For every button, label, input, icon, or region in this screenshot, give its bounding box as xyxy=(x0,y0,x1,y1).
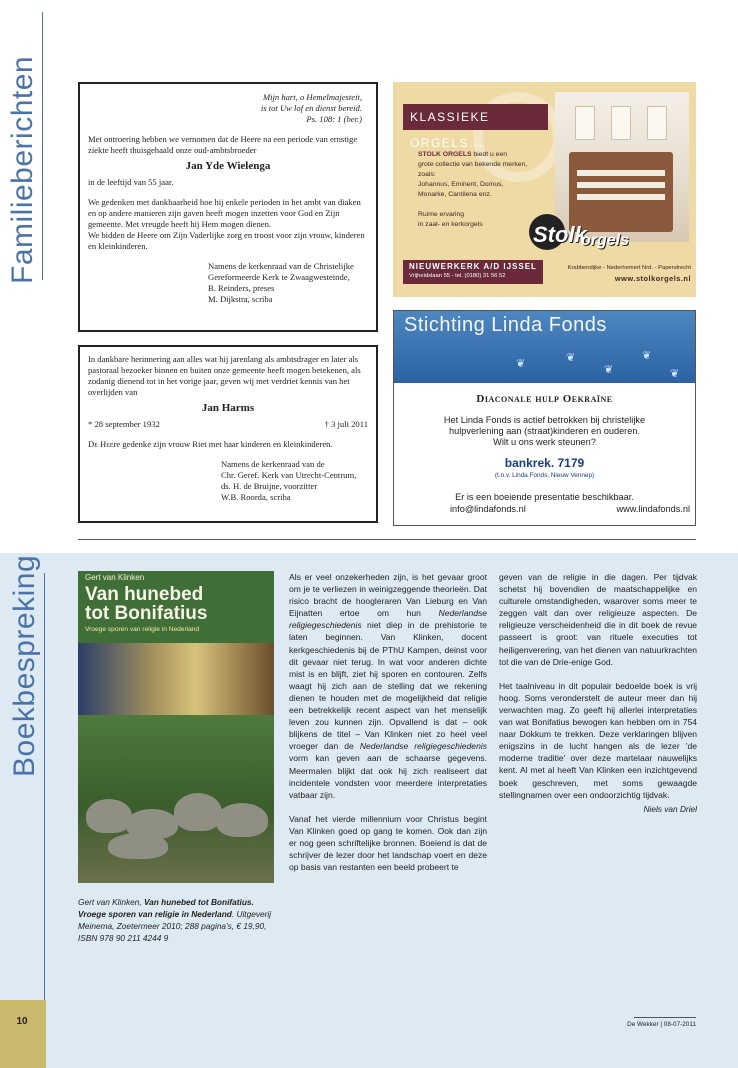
notice-intro: Met ontroering hebben we vernomen dat de Heere na een periode van ernstige ziekte heeft thuisgehaald onze oud-ambtsbroeder xyxy=(88,134,358,155)
notice-body: We gedenken met dankbaarheid hoe hij enkele perioden in het ambt van diaken en op andere manieren zijn gaven heeft mogen inzetten voor God en Zijn gemeente. Met vreugde heeft hij Hem mogen dienen. xyxy=(88,197,361,229)
footer-rule xyxy=(634,1017,696,1018)
ad-sky-header xyxy=(394,311,695,383)
hunebed-stone xyxy=(174,793,222,831)
book-caption: Gert van Klinken, Van hunebed tot Bonifatius. Vroege sporen van religie in Nederland. Uitgeverij Meinema, Zoetermeer 2010; 288 pagina's, € 19,90, ISBN 978 90 211 4244 9 xyxy=(78,897,272,943)
cover-subtitle: Vroege sporen van religie in Nederland xyxy=(85,626,200,633)
bank-account: bankrek. 7179 xyxy=(504,456,585,470)
website-link[interactable]: www.lindafonds.nl xyxy=(616,504,690,514)
ad-banner: KLASSIEKE ORGELS... xyxy=(403,104,548,130)
cover-author: Gert van Klinken xyxy=(85,573,145,582)
notice-body: De Heere gedenke zijn vrouw Riet met haar kinderen en kleinkinderen. xyxy=(88,439,333,449)
review-column-2 xyxy=(499,571,697,815)
psalm-verse: Mijn hart, o Hemelmajesteit, is tot Uw lof en dienst bereid. Ps. 108: 1 (ber.) xyxy=(260,92,362,124)
side-rule-bottom xyxy=(44,573,45,1005)
ad-address-bar: NIEUWERKERK A/D IJSSEL Vrijheidslaan 55 - tel. (0180) 31 56 52 xyxy=(403,260,543,284)
butterfly-icon: ❦ xyxy=(670,368,680,380)
page-number: 10 xyxy=(16,1016,28,1027)
book-cover xyxy=(78,571,274,883)
review-paragraph: Het taalniveau in dit populair bedoelde boek is vrij hoog. Soms veronderstelt de auteur meer dan hij verwachten mag. Zo geeft hij allerlei interpretaties van wat Bonifatius bewogen kan hebben om in 754 naar Dokkum te trekken. Deze verklaringen blijven enigszins in de lucht hangen als de lezer 'de moderne traditie' over deze martelaar nauwelijks kent. Al met al heeft Van Klinken een inzichtgevend boek geschreven, met soms gewaagde stellingnamen over een ondoorzichtig tijdvak. xyxy=(499,680,697,800)
ad-locations: Krabbendijke - Nederhemert Nrd. - Papendrecht www.stolkorgels.nl xyxy=(551,264,691,284)
page-number-box xyxy=(0,1000,46,1068)
stolk-orgels-logo: Stolk orgels xyxy=(533,222,630,249)
deceased-name: Jan Harms xyxy=(201,402,255,414)
section-divider xyxy=(78,539,696,540)
butterfly-icon: ❦ xyxy=(516,358,526,370)
birth-date: * 28 september 1932 xyxy=(88,419,160,429)
ad-contact xyxy=(450,504,690,514)
review-paragraph: Als er veel onzekerheden zijn, is het gevaar groot om je te verliezen in weinigzeggende theorieën. Dat risico bracht de hoogleraren Van Lieburg en Van Eijnatten ertoe om hun Nederlandse religiegeschiedenis niet diep in de prehistorie te laten beginnen. Van Klinken, docent kerkgeschiedenis bij de PThU Kampen, deinst voor dit gevaar niet terug. In wat voor anderen dichte mist is en blijft, ziet hij sporen en contouren. Zelfs waagt hij zich aan de stelling dat we rekening dienen te houden met de mogelijkheid dat religie een betrekkelijk recent aspect van het menselijk leven zou kunnen zijn. Opvallend is dat – ook blijkens de titel – Van Klinken niet zo heel veel vroeger dan de Nederlandse religiegeschiedenis vorm kan geven aan de schaarse gegevens. Meermalen blijkt dat ook hij zich realiseert dat incidentele vondsten voor meerdere interpretaties vatbaar zijn. xyxy=(289,572,487,800)
side-rule-top xyxy=(42,12,43,280)
ad-heading: Diaconale hulp Oekraïne xyxy=(476,393,613,405)
notice-dates xyxy=(88,419,368,430)
hunebed-stone xyxy=(108,833,168,859)
review-column-1 xyxy=(289,571,487,873)
ad-title: Stichting Linda Fonds xyxy=(404,314,607,336)
butterfly-icon: ❦ xyxy=(642,350,652,362)
advertisement-stolk-orgels[interactable] xyxy=(393,82,696,297)
notice-signature: Namens de kerkenraad van de Chr. Geref. Kerk van Utrecht-Centrum, ds. H. de Bruijne, voorzitter W.B. Roorda, scriba xyxy=(221,459,357,502)
review-paragraph: geven van de religie in die dagen. Per tijdvak schetst hij bovendien de maatschappelijke en culturele omstandigheden, waarover soms meer te zeggen valt dan over religieuze aspecten. De religieuze verscheidenheid die in dit boek de revue passeert is groot: van rituele executies tot heiligenverering, van het dienen van natuurkrachten tot die van de Drie-enige God. xyxy=(499,572,697,667)
section-side-title-top xyxy=(0,0,46,290)
notice-intro: In dankbare herinnering aan alles wat hij jarenlang als ambtsdrager en later als pastoraal bezoeker binnen en buiten onze gemeente heeft mogen betekenen, als zodanig dienend tot in het vorige jaar, geven wij met verdriet kennis van het overlijden van xyxy=(88,354,361,397)
footer-publication: De Wekker | 08-07-2011 xyxy=(627,1021,696,1028)
review-paragraph: Vanaf het vierde millennium voor Christus begint Van Klinken goed op gang te komen. Ook dan zijn er nog geen schriftelijke bronnen. Boeiend is dat de schrijver de lezer door het landschap voert en deze op basis van restanten een beeld probeert te xyxy=(289,813,487,873)
reviewer-name: Niels van Driel xyxy=(643,803,697,814)
hunebed-stone xyxy=(216,803,268,837)
book-review-section xyxy=(0,553,738,1068)
death-notice-wielenga xyxy=(78,82,378,332)
section-title-familieberichten: Familieberichten xyxy=(6,55,39,284)
ad-body: Het Linda Fonds is actief betrokken bij christelijke hulpverlening aan (straat)kinderen en ouderen. Wilt u ons werk steunen? xyxy=(443,415,646,447)
section-side-title-bottom xyxy=(0,553,46,1003)
butterfly-icon: ❦ xyxy=(604,364,614,376)
death-date: † 3 juli 2011 xyxy=(324,419,368,429)
notice-body-2: We bidden de Heere om Zijn Vaderlijke zorg en troost voor zijn vrouw, kinderen en kleinkinderen. xyxy=(88,230,365,251)
presentation-note: Er is een boeiende presentatie beschikbaar. xyxy=(455,492,634,502)
section-title-boekbespreking: Boekbespreking xyxy=(8,554,41,777)
ad-website-link[interactable]: www.stolkorgels.nl xyxy=(614,274,691,283)
email-link[interactable]: info@lindafonds.nl xyxy=(450,504,526,514)
cover-title: Van hunebed tot Bonifatius xyxy=(85,584,208,624)
notice-signature: Namens de kerkenraad van de Christelijke Gereformeerde Kerk te Zwaagwesteinde, B. Reinders, preses M. Dijkstra, scriba xyxy=(208,261,354,304)
deceased-name: Jan Yde Wielenga xyxy=(185,160,271,172)
advertisement-linda-fonds[interactable] xyxy=(393,310,696,526)
ad-description: STOLK ORGELS biedt u een grote collectie van bekende merken, zoals: Johannus, Eminent, Domus, Monarke, Cantilena enz. Ruime ervaring in zaal- en kerkorgels xyxy=(418,151,528,228)
organ-photo xyxy=(555,92,689,242)
organ-icon xyxy=(569,152,673,232)
death-notice-harms xyxy=(78,345,378,523)
notice-age: in de leeftijd van 55 jaar. xyxy=(88,177,174,187)
bank-account-holder: (t.n.v. Linda Fonds, Nieuw Vennep) xyxy=(494,472,595,479)
butterfly-icon: ❦ xyxy=(566,352,576,364)
cover-image-band xyxy=(78,643,274,715)
